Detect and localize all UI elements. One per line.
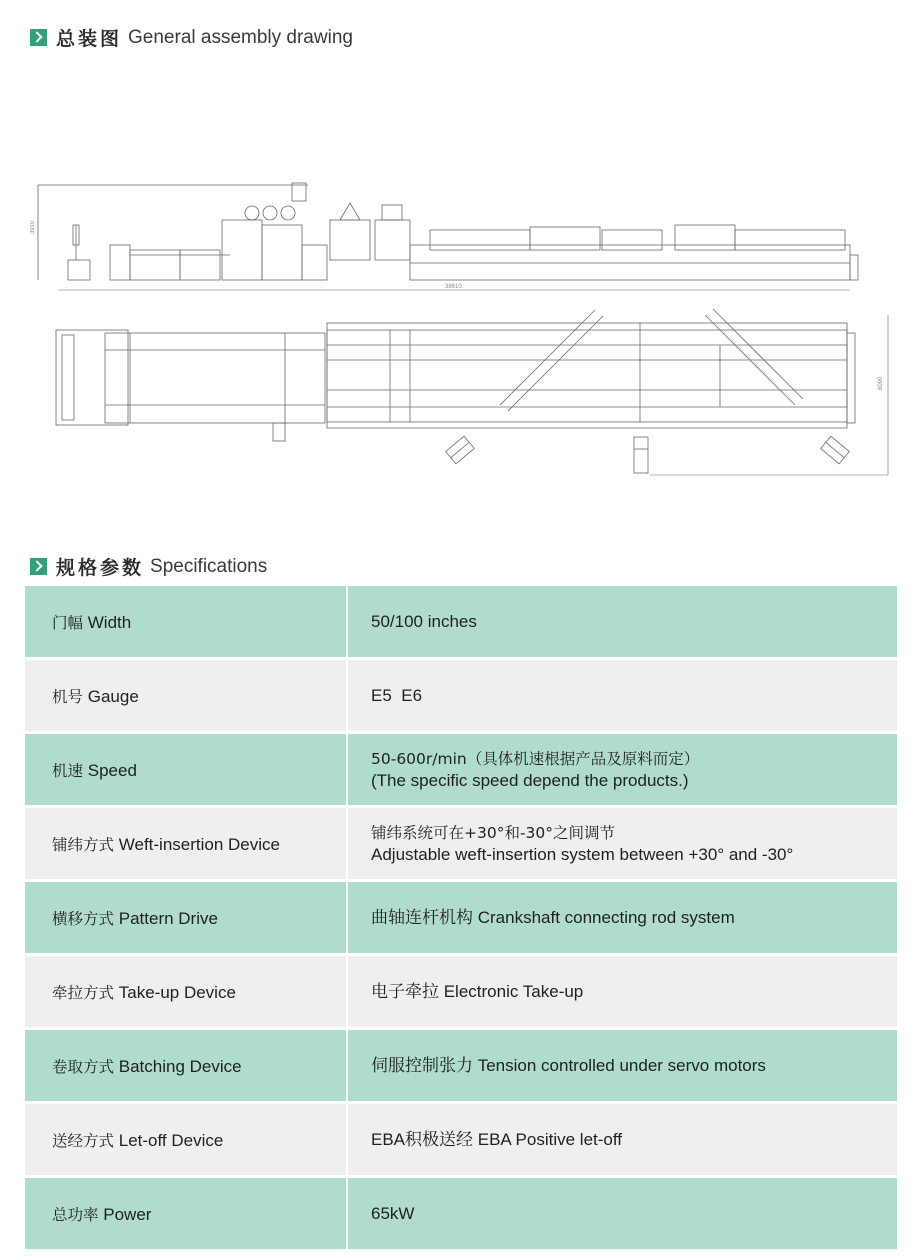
plan-view [56,309,888,475]
assembly-drawing [30,175,892,480]
assembly-title-cn: 总装图 [56,28,123,50]
spec-value: 伺服控制张力 Tension controlled under servo motors [347,1029,897,1103]
spec-value: 65kW [347,1177,897,1251]
spec-label: 卷取方式 Batching Device [25,1029,347,1103]
assembly-section-header [30,24,353,51]
assembly-title-en: General assembly drawing [128,26,353,48]
spec-label: 总功率 Power [25,1177,347,1251]
spec-row-pattern-drive [25,881,897,955]
spec-value: 50-600r/min（具体机速根据产品及原料而定） (The specific speed depend the products.) [347,733,897,807]
spec-label: 机号 Gauge [25,659,347,733]
spec-label: 送经方式 Let-off Device [25,1103,347,1177]
spec-row-width [25,586,897,659]
specifications-table [25,586,897,1252]
spec-value: 曲轴连杆机构 Crankshaft connecting rod system [347,881,897,955]
spec-label: 门幅 Width [25,586,347,659]
spec-row-let-off [25,1103,897,1177]
spec-label: 横移方式 Pattern Drive [25,881,347,955]
length-dimension-label: 38610 [445,284,462,290]
spec-row-take-up [25,955,897,1029]
specifications-title-cn: 规格参数 [56,557,145,579]
spec-label: 牵拉方式 Take-up Device [25,955,347,1029]
spec-value: 50/100 inches [347,586,897,659]
spec-label: 铺纬方式 Weft-insertion Device [25,807,347,881]
height-dimension-label: 3910 [30,220,36,234]
spec-row-power [25,1177,897,1251]
spec-row-weft-insertion [25,807,897,881]
spec-row-gauge [25,659,897,733]
chevron-right-icon [30,558,47,575]
side-elevation-view [38,183,858,290]
spec-value: 铺纬系统可在+30°和-30°之间调节 Adjustable weft-insertion system between +30° and -30° [347,807,897,881]
spec-row-batching [25,1029,897,1103]
spec-value: E5 E6 [347,659,897,733]
chevron-right-icon [30,29,47,46]
spec-label: 机速 Speed [25,733,347,807]
width-dimension-label: 6090 [878,376,884,390]
spec-row-speed [25,733,897,807]
specifications-section-header [30,553,267,580]
spec-value: 电子牵拉 Electronic Take-up [347,955,897,1029]
specifications-title-en: Specifications [150,555,268,577]
spec-value: EBA积极送经 EBA Positive let-off [347,1103,897,1177]
